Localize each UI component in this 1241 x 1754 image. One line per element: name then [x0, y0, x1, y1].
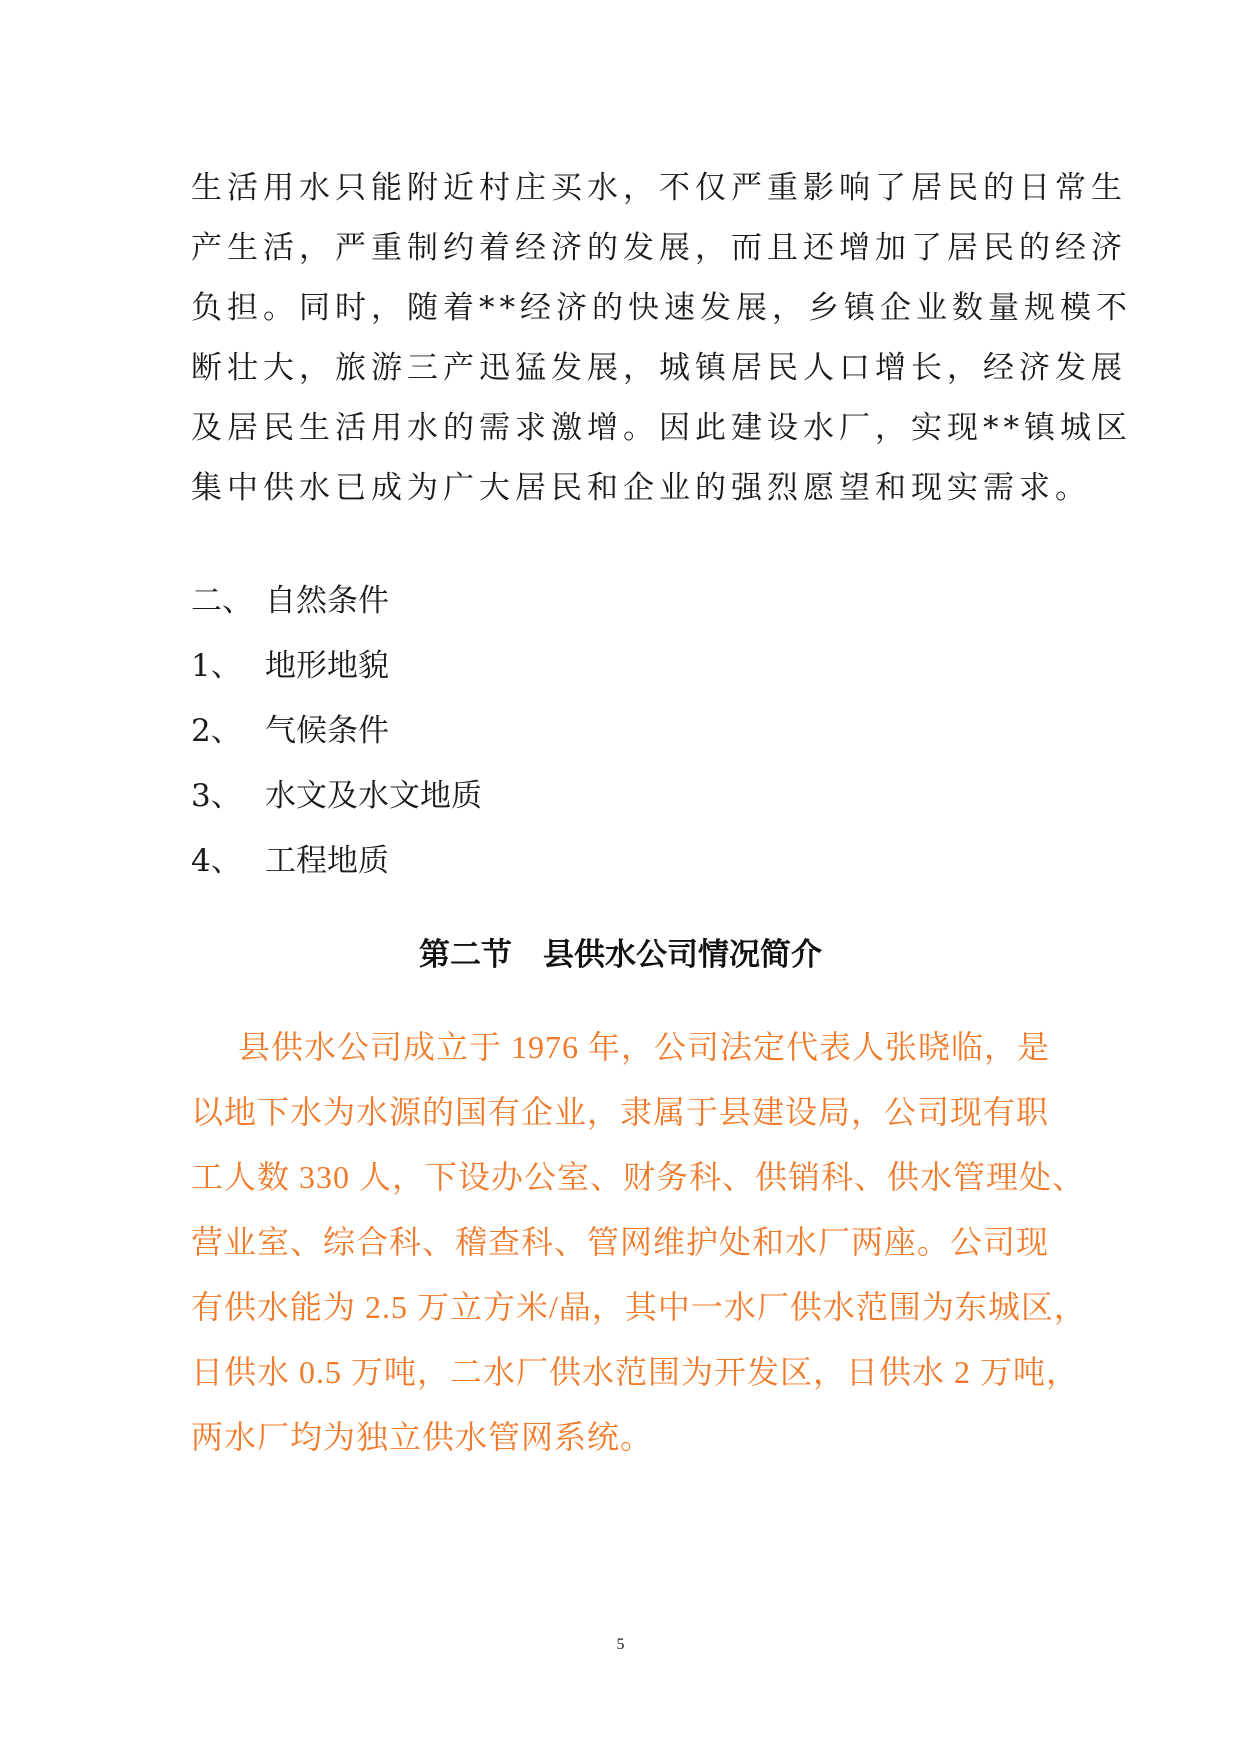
outline-item-4-number: 4、 — [191, 843, 242, 879]
outline-item-1-number: 1、 — [191, 648, 242, 684]
outline-item-1-text: 地形地貌 — [265, 648, 389, 684]
outline-item-4-text: 工程地质 — [265, 843, 389, 879]
intro-line-1: 生活用水只能附近村庄买水，不仅严重影响了居民的日常生 — [191, 170, 1127, 206]
outline-item-3-text: 水文及水文地质 — [265, 778, 482, 814]
intro-line-6: 集中供水已成为广大居民和企业的强烈愿望和现实需求。 — [191, 470, 1091, 506]
page-number: 5 — [616, 1636, 625, 1653]
body-line-5: 有供水能为 2.5 万立方米/晶，其中一水厂供水范围为东城区， — [191, 1289, 1087, 1325]
body-line-2: 以地下水为水源的国有企业，隶属于县建设局，公司现有职 — [191, 1094, 1050, 1130]
body-line-7: 两水厂均为独立供水管网系统。 — [191, 1419, 654, 1455]
body-line-4: 营业室、综合科、稽查科、管网维护处和水厂两座。公司现 — [191, 1224, 1050, 1260]
body-line-1: 县供水公司成立于 1976 年，公司法定代表人张晓临，是 — [238, 1029, 1051, 1065]
intro-line-2: 产生活，严重制约着经济的发展，而且还增加了居民的经济 — [191, 230, 1127, 266]
outline-heading-text: 自然条件 — [265, 583, 389, 619]
outline-item-2-text: 气候条件 — [265, 713, 389, 749]
outline-item-3-number: 3、 — [191, 778, 242, 814]
intro-line-4: 断壮大，旅游三产迅猛发展，城镇居民人口增长，经济发展 — [191, 350, 1127, 386]
body-line-6: 日供水 0.5 万吨，二水厂供水范围为开发区，日供水 2 万吨， — [191, 1354, 1080, 1390]
intro-line-5: 及居民生活用水的需求激增。因此建设水厂，实现**镇城区 — [191, 410, 1132, 446]
intro-line-3: 负担。同时，随着**经济的快速发展，乡镇企业数量规模不 — [191, 290, 1132, 326]
outline-item-2-number: 2、 — [191, 713, 242, 749]
outline-heading-number: 二、 — [191, 583, 253, 619]
section-title: 第二节 县供水公司情况简介 — [419, 937, 822, 973]
body-line-3: 工人数 330 人，下设办公室、财务科、供销科、供水管理处、 — [191, 1159, 1086, 1195]
